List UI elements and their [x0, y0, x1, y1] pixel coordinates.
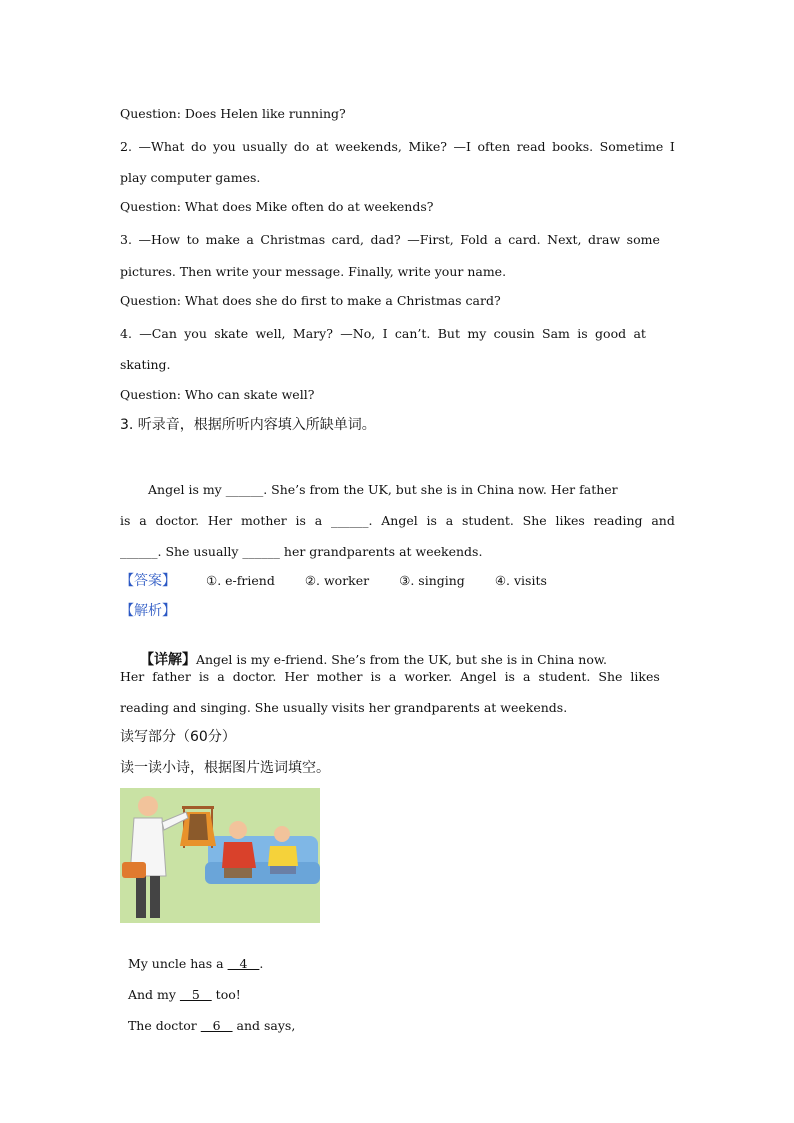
q2-question: Question: What does Mike often do at weekends?	[120, 199, 434, 214]
detail-text: Angel is my e-friend. She’s from the UK, but she is in China now.	[195, 652, 608, 667]
answer-label: 【答案】	[120, 573, 176, 589]
word: Mary?	[292, 326, 333, 341]
word: Fold	[460, 232, 488, 247]
word: reading	[593, 513, 643, 528]
poem-line2-end: too!	[211, 987, 241, 1002]
word: mother	[316, 669, 363, 684]
blank-6: 6	[200, 1018, 233, 1033]
word: likes	[630, 669, 660, 684]
word: is	[577, 326, 588, 341]
q1-question: Question: Does Helen like running?	[120, 106, 346, 121]
word: usually	[242, 139, 288, 154]
word: Angel	[381, 513, 418, 528]
word: a	[314, 513, 323, 528]
q4-question: Question: Who can skate well?	[120, 387, 315, 402]
word: a	[139, 513, 147, 528]
word: Next,	[547, 232, 582, 247]
poem-line1	[120, 940, 263, 972]
poem-line3-end: and says,	[232, 1018, 296, 1033]
passage-line3: ______. She usually ______ her grandparents at weekends.	[120, 544, 483, 559]
passage-line2	[120, 513, 675, 529]
doctor-visit-illustration-svg	[120, 788, 320, 923]
word: Angel	[460, 669, 497, 684]
q4-line2: skating.	[120, 357, 171, 372]
passage-line1: Angel is my ______. She’s from the UK, but she is in China now. Her father	[148, 482, 618, 497]
poem-line2	[120, 971, 241, 1003]
word: is	[295, 513, 306, 528]
poem-line1-text: My uncle has a	[127, 956, 228, 971]
poem-line3	[120, 1002, 295, 1034]
word: do	[190, 139, 207, 154]
word: 2.	[120, 139, 132, 154]
word: and	[651, 513, 675, 528]
word: often	[477, 139, 511, 154]
word: cousin	[493, 326, 535, 341]
word: at	[315, 139, 329, 154]
word: ______.	[330, 513, 373, 528]
word: I	[382, 326, 388, 341]
word: Sam	[542, 326, 570, 341]
word: Mike?	[408, 139, 447, 154]
section-reading-writing: 读写部分（60分）	[120, 729, 236, 745]
q2-line1	[120, 139, 675, 155]
analysis-label: 【解析】	[120, 603, 176, 619]
word: make	[205, 232, 240, 247]
poem-line1-end: .	[259, 956, 264, 971]
word: —How	[138, 232, 181, 247]
word: is	[198, 669, 210, 684]
word: dad?	[370, 232, 401, 247]
word: a	[388, 669, 397, 684]
answer-item: ④. visits	[494, 573, 547, 588]
word: But	[437, 326, 460, 341]
word: can’t.	[394, 326, 431, 341]
word: my	[467, 326, 487, 341]
word: read	[516, 139, 546, 154]
word: She	[522, 513, 547, 528]
word: is	[504, 669, 515, 684]
q3-question: Question: What does she do first to make a Christmas card?	[120, 293, 501, 308]
detail-line2	[120, 669, 660, 685]
word: some	[626, 232, 660, 247]
q4-line1	[120, 326, 646, 342]
section3-title: 3. 听录音，根据所听内容填入所缺单词。	[120, 417, 376, 433]
word: —What	[138, 139, 185, 154]
word: good	[595, 326, 627, 341]
word: you	[184, 326, 207, 341]
word: doctor.	[155, 513, 200, 528]
word: a	[445, 513, 454, 528]
word: at	[633, 326, 646, 341]
word: a	[217, 669, 225, 684]
word: student.	[538, 669, 591, 684]
poem-line3-text: The doctor	[127, 1018, 201, 1033]
word: card.	[508, 232, 541, 247]
word: do	[293, 139, 310, 154]
word: 3.	[120, 232, 132, 247]
answer-row	[120, 573, 547, 589]
answer-item: ②. worker	[304, 573, 370, 588]
word: books.	[552, 139, 594, 154]
word: Her	[207, 513, 233, 528]
word: mother	[240, 513, 287, 528]
word: weekends,	[334, 139, 402, 154]
word: a	[494, 232, 502, 247]
word: skate	[214, 326, 249, 341]
word: is	[426, 513, 437, 528]
blank-4: 4	[227, 956, 260, 971]
word: you	[213, 139, 236, 154]
q2-line2: play computer games.	[120, 170, 261, 185]
word: 4.	[120, 326, 132, 341]
word: draw	[588, 232, 621, 247]
word: a	[522, 669, 531, 684]
q3-line2: pictures. Then write your message. Finally, write your name.	[120, 264, 507, 279]
word: She	[598, 669, 623, 684]
detail-line1	[132, 636, 607, 668]
word: to	[186, 232, 200, 247]
detail-line3: reading and singing. She usually visits her grandparents at weekends.	[120, 700, 568, 715]
word: worker.	[404, 669, 453, 684]
word: a	[246, 232, 254, 247]
word: —No,	[340, 326, 376, 341]
poem-line2-text: And my	[127, 987, 180, 1002]
word: —I	[453, 139, 471, 154]
word: is	[370, 669, 381, 684]
word: card,	[331, 232, 365, 247]
word: —First,	[407, 232, 454, 247]
word: Sometime	[599, 139, 664, 154]
blank-5: 5	[179, 987, 212, 1002]
word: likes	[555, 513, 585, 528]
word: Her	[284, 669, 309, 684]
word: father	[152, 669, 191, 684]
word: Christmas	[260, 232, 326, 247]
word: Her	[120, 669, 145, 684]
poem-instruction: 读一读小诗，根据图片选词填空。	[120, 760, 330, 776]
word: well,	[255, 326, 286, 341]
answer-item: ③. singing	[399, 573, 465, 588]
doctor-visit-illustration	[120, 788, 320, 923]
word: I	[669, 139, 675, 154]
detail-label: 【详解】	[139, 652, 196, 668]
word: is	[120, 513, 131, 528]
answer-item: ①. e-friend	[206, 573, 275, 588]
q3-line1	[120, 232, 660, 248]
word: —Can	[139, 326, 177, 341]
word: doctor.	[232, 669, 277, 684]
word: student.	[461, 513, 514, 528]
